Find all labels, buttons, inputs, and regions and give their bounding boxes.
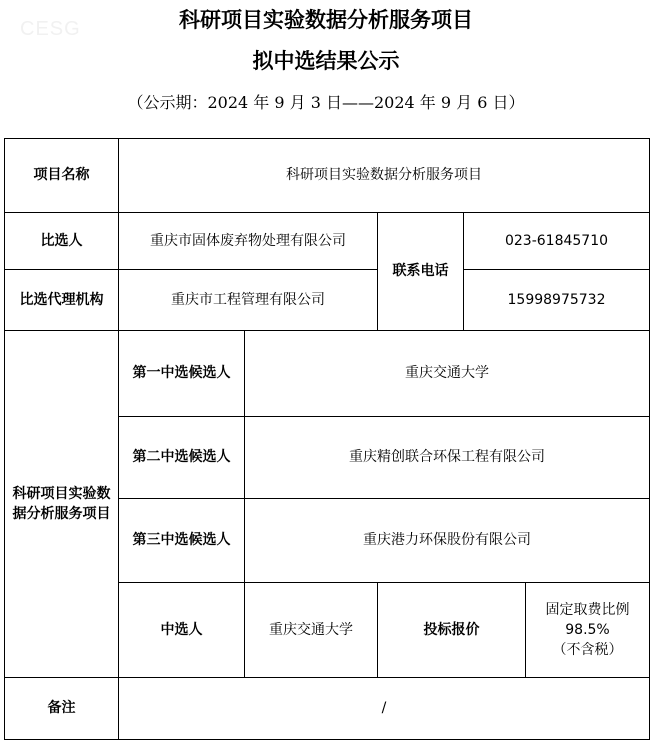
table-row: [5, 678, 650, 740]
selector-value: 重庆市固体废弃物处理有限公司: [119, 213, 378, 270]
contact-phone-label: 联系电话: [378, 213, 464, 331]
candidate-1-value: 重庆交通大学: [245, 331, 650, 417]
table-row: [5, 213, 650, 270]
watermark-logo: CESG: [20, 18, 81, 40]
bid-price-line-3: （不含税）: [552, 642, 623, 659]
selector-phone: 023-61845710: [464, 213, 650, 270]
agent-label: 比选代理机构: [5, 270, 119, 331]
candidate-3-label: 第三中选候选人: [119, 499, 245, 583]
result-table: [4, 138, 650, 740]
remarks-label: 备注: [5, 678, 119, 740]
winner-value: 重庆交通大学: [245, 583, 378, 678]
bid-price-line-1: 固定取费比例: [545, 601, 630, 618]
project-name-label: 项目名称: [5, 139, 119, 213]
page-title: 科研项目实验数据分析服务项目: [179, 7, 473, 32]
bid-price-value: [526, 583, 650, 678]
selector-label: 比选人: [5, 213, 119, 270]
section-label: 科研项目实验数据分析服务项目: [5, 331, 119, 678]
agent-value: 重庆市工程管理有限公司: [119, 270, 378, 331]
candidate-2-value: 重庆精创联合环保工程有限公司: [245, 417, 650, 499]
project-name-value: 科研项目实验数据分析服务项目: [119, 139, 650, 213]
table-row: [5, 270, 650, 331]
winner-label: 中选人: [119, 583, 245, 678]
table-row: [5, 331, 650, 417]
table-row: [5, 139, 650, 213]
bid-price-line-2: 98.5%: [565, 621, 610, 638]
candidate-2-label: 第二中选候选人: [119, 417, 245, 499]
remarks-value: /: [119, 678, 650, 740]
page-subtitle: 拟中选结果公示: [252, 48, 400, 73]
candidate-3-value: 重庆港力环保股份有限公司: [245, 499, 650, 583]
agent-phone: 15998975732: [464, 270, 650, 331]
bid-price-label: 投标报价: [378, 583, 526, 678]
publicity-period: （公示期：2024 年 9 月 3 日——2024 年 9 月 6 日）: [127, 93, 525, 112]
candidate-1-label: 第一中选候选人: [119, 331, 245, 417]
